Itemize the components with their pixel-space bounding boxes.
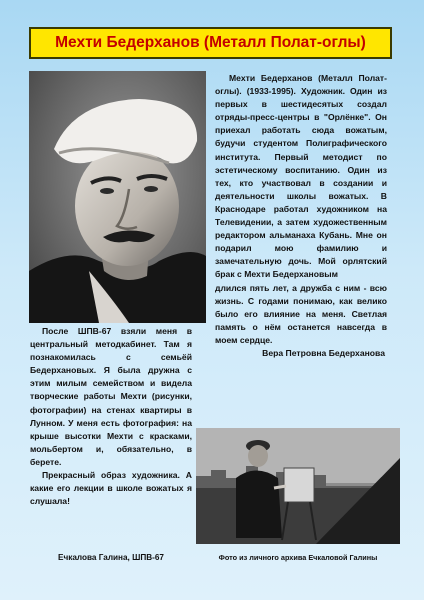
page-title: Мехти Бедерханов (Металл Полат-оглы) [55,34,366,51]
title-banner [29,27,392,59]
right-text-column [215,72,387,360]
right-paragraph-2: длился пять лет, а дружба с ним - всю жизнь. С годами понимаю, как велико было его влияние на меня. Светлая память о нём останется навсегда в моем сердце. [215,282,387,345]
left-text-column [30,325,192,508]
portrait-photo [29,71,206,323]
photo-caption: Фото из личного архива Ечкаловой Галины [218,553,378,562]
left-paragraph-1: После ШПВ-67 взяли меня в центральный методкабинет. Там я познакомилась с семьёй Бедерхановых. Я была дружна с этим милым семейством и видела творческие работы Мехти (рисунки, фотографии) на стенах квартиры в Лунном. У меня есть фотография: на крыше высотки Мехти с красками, мольбертом и, обязательно, в берете. [30,326,192,467]
left-signature: Ечкалова Галина, ШПВ-67 [58,553,164,562]
right-signature: Вера Петровна Бедерханова [262,347,385,358]
left-paragraph-2: Прекрасный образ художника. А какие его лекции в школе вожатых я слушала! [30,470,192,507]
rooftop-painter-photo [196,428,400,544]
right-paragraph-1: Мехти Бедерханов (Металл Полат-оглы). (1933-1995). Художник. Один из первых в шестидесятых создал отряды-пресс-центры в "Орлёнке". Он приехал работать сюда вожатым, будучи студентом Полиграфического института. Первый методист по эстетическому воспитанию. Один из тех, кто участвовал в создании и деятельности школы вожатых. В Краснодаре работал художником на Телевидении, а затем художественным редактором альманаха Кубань. Мне он подарил мою фамилию и замечательную дочь. Мой орлятский брак с Мехти Бедерхановым [215,73,387,280]
